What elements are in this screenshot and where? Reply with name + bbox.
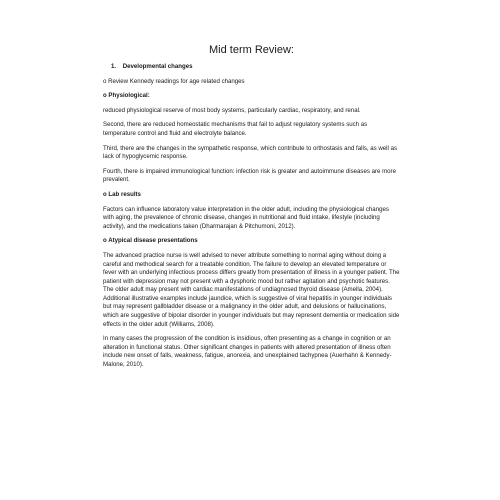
physiological-paragraph-1: reduced physiological reserve of most body systems, particularly cardiac, respiratory, and renal. bbox=[103, 106, 361, 114]
physiological-paragraph-2: Second, there are reduced homeostatic mechanisms that fail to adjust regulatory systems such as temperature control and fluid and electrolyte balance. bbox=[103, 121, 368, 137]
document-title: Mid term Review: bbox=[209, 44, 294, 56]
subheading-physiological: o Physiological: bbox=[103, 92, 150, 100]
section-heading-text: Developmental changes bbox=[122, 63, 193, 70]
section-number: 1. bbox=[111, 63, 117, 70]
atypical-paragraph-1: The advanced practice nurse is well advised to never attribute something to normal aging without doing a careful and methodical search for a treatable condition. The failure to develop an elevated temperature or fever with an underlying infectious process differs greatly from presentation of illness in a younger patient. The patient with depression may not present with a dysphoric mood but rather agitation and psychotic features. The older adult may present with cardiac manifestations of undiagnosed thyroid disease (Amella, 2004). Additional illustrative examples include jaundice, which is suggestive of viral hepatitis in younger individuals but may represent gallbladder disease or a malignancy in the older adult, and delusions or hallucinations, which are suggestive of bipolar disorder in younger individuals but may represent dementia or medication side effects in the older adult (Williams, 2008). bbox=[103, 251, 400, 328]
atypical-paragraph-2: In many cases the progression of the condition is insidious, often presenting as a change in cognition or an alteration in functional status. Other significant changes in patients with altered presentation of illness often include new onset of falls, weakness, fatigue, anorexia, and unexplained tachypnea (Auerhahn & Kennedy-Malone, 2010). bbox=[103, 335, 392, 369]
document-content bbox=[103, 44, 400, 376]
review-line: o Review Kennedy readings for age related changes bbox=[103, 77, 245, 85]
section-heading-developmental-changes bbox=[111, 63, 400, 72]
physiological-paragraph-4: Fourth, there is impaired immunological function: infection risk is greater and autoimmune diseases are more prevalent. bbox=[103, 167, 396, 184]
subheading-atypical-presentations: o Atypical disease presentations bbox=[103, 237, 198, 245]
lab-results-paragraph-1: Factors can influence laboratory value interpretation in the older adult, including the physiological changes with aging, the prevalence of chronic disease, changes in nutritional and fluid intake, lifestyle (including activity), and the medications taken (Dharmarajan & Pitchumoni, 2012). bbox=[103, 205, 389, 230]
subheading-lab-results: o Lab results bbox=[103, 190, 141, 198]
physiological-paragraph-3: Third, there are the changes in the sympathetic response, which contribute to orthostasis and falls, as well as lack of hypoglycemic response. bbox=[103, 144, 398, 161]
